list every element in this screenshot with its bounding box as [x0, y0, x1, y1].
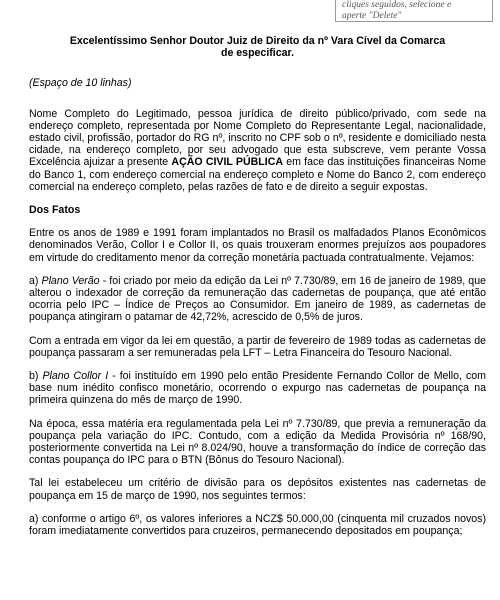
intro-text-a: Nome Completo do Legitimado, pessoa jurídica de direito público/privado, com sede na endereço completo, representada por Nome Completo do Representante Legal, nacionalidade, estado civil, profissão, portador do RG nº, inscrito no CPF sob o nº, residente e domiciliado nesta cidade, na endereço completo, por seu advogado que esta subscreve, vem perante Vossa Excelência ajuizar a presente	[29, 107, 486, 169]
document-body	[29, 35, 486, 548]
intro-paragraph	[29, 108, 486, 193]
plano-verao-label: Plano Verão	[41, 274, 100, 287]
item-prefix-b: b)	[29, 370, 43, 383]
paragraph-fatos: Entre os anos de 1989 e 1991 foram implantados no Brasil os malfadados Planos Econômicos denominados Verão, Collor I e Collor II, os quais trouxeram enormes prejuízos aos poupadores em virtude do creditamento menor da correção monetária pactuada contratualmente. Vejamos:	[29, 227, 486, 264]
paragraph-entrada-vigor: Com a entrada em vigor da lei em questão, a partir de fevereiro de 1989 todas as cadernetas de poupança passaram a ser remuneradas pela LFT – Letra Financeira do Tesouro Nacional.	[29, 334, 486, 359]
spacing-placeholder: (Espaço de 10 linhas)	[29, 77, 132, 90]
instruction-note-line-1: cliques seguidos, selecione e	[342, 0, 452, 10]
paragraph-tal-lei: Tal lei estabeleceu um critério de divisão para os depósitos existentes nas cadernetas de poupança em 15 de março de 1990, nos seguintes termos:	[29, 477, 486, 502]
paragraph-plano-collor	[29, 370, 486, 407]
section-heading-fatos: Dos Fatos	[29, 204, 81, 217]
paragraph-conforme-artigo: a) conforme o artigo 6º, os valores inferiores a NCZ$ 50.000,00 (cinquenta mil cruzados novos) foram imediatamente convertidos para cruzeiros, permanecendo depositados em poupança;	[29, 512, 486, 538]
document-title-line-1: Excelentíssimo Senhor Doutor Juiz de Direito da nº Vara Cível da Comarca	[69, 35, 446, 47]
instruction-note	[335, 0, 493, 22]
plano-verao-text: - foi criado por meio da edição da Lei nº 7.730/89, em 16 de janeiro de 1989, que alterou o indexador de correção da remuneração das cadernetas de poupança, que até então ocorria pelo IPC – Índice de Preços ao Consumidor. Em janeiro de 1989, as cadernetas de poupança atingiram o patamar de 42,72%, acrescido de 0,5% de juros.	[29, 274, 486, 324]
paragraph-na-epoca: Na época, essa matéria era regulamentada pela Lei nº 7.730/89, que previa a remuneração da poupança pela variação do IPC. Contudo, com a edição da Medida Provisória nº 168/90, posteriormente convertida na Lei nº 8.024/90, houve a transformação do índice de correção das contas poupança do IPC para o BTN (Bônus do Tesouro Nacional).	[29, 417, 486, 467]
instruction-note-line-2: aperte "Delete"	[342, 10, 402, 21]
document-title	[29, 35, 486, 59]
plano-collor-text: - foi instituído em 1990 pelo então Presidente Fernando Collor de Mello, com base num inédito confisco monetário, ocorrendo o expurgo nas cadernetas de poupança na primeira quinzena do mês de março de 1990.	[29, 370, 486, 407]
intro-text-b: em face das instituições financeiras Nome do Banco 1, com endereço comercial na endereço completo e Nome do Banco 2, com endereço comercial na endereço completo, pelas razões de fato e de direito a seguir expostas.	[29, 156, 487, 193]
paragraph-plano-verao	[29, 275, 486, 324]
action-name: AÇÃO CIVIL PÚBLICA	[171, 156, 284, 169]
plano-collor-label: Plano Collor I	[42, 370, 109, 383]
item-prefix-a: a)	[29, 274, 42, 287]
document-title-line-2: de especificar.	[220, 47, 295, 60]
